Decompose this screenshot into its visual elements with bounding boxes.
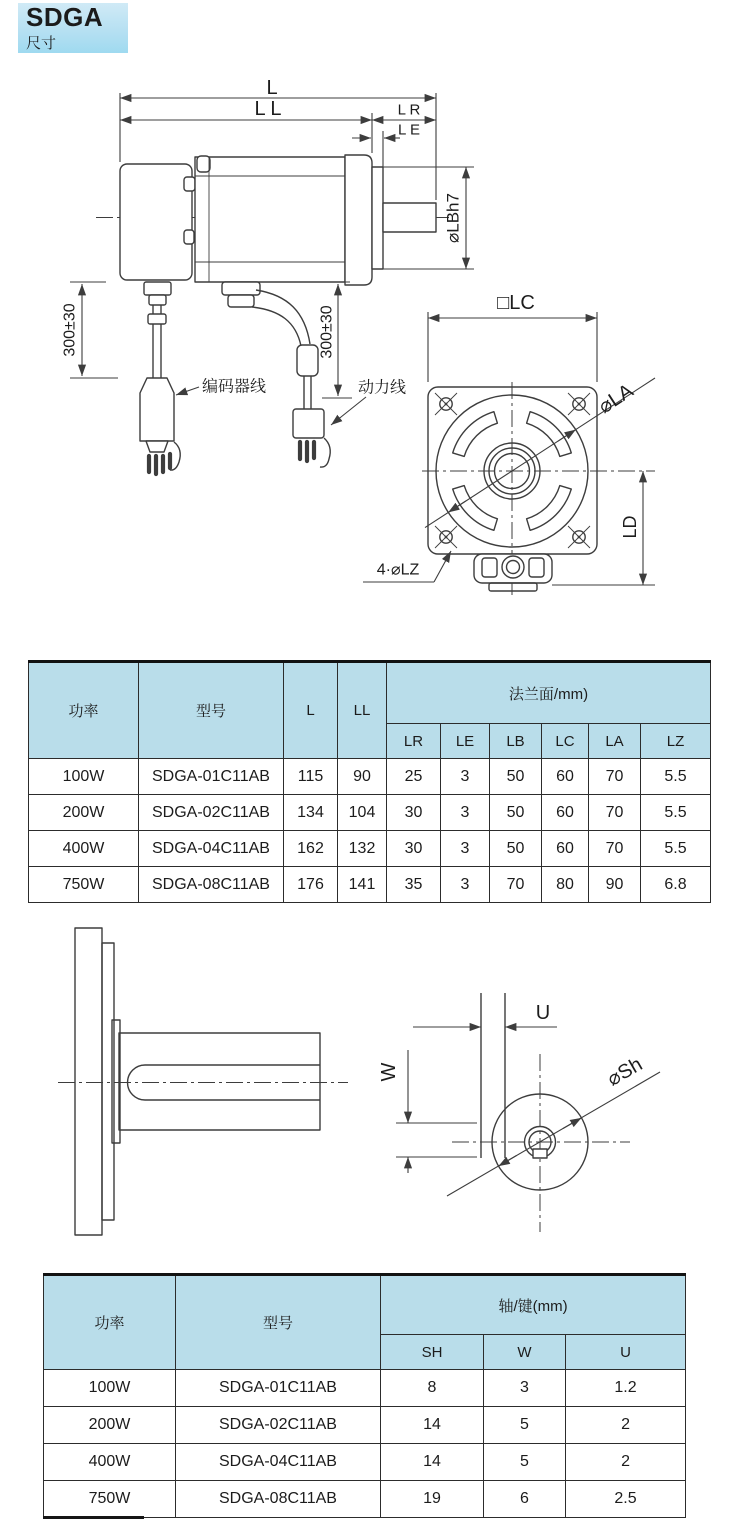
cell: SDGA-04C11AB	[139, 831, 284, 867]
cell: 132	[338, 831, 387, 867]
cell: 5.5	[641, 795, 711, 831]
cell: 70	[589, 795, 641, 831]
cell: 176	[284, 867, 338, 903]
dimension-power-cable-length	[319, 282, 353, 398]
cell: 750W	[44, 1481, 176, 1518]
front-flange	[345, 155, 372, 285]
body-notch	[197, 156, 210, 172]
cell: 6	[484, 1481, 566, 1518]
motor-side-view	[96, 155, 452, 285]
cell: 50	[490, 759, 542, 795]
dim-label-power-length: 300±30	[318, 305, 336, 359]
shaft	[383, 203, 436, 232]
col-header-SH: SH	[381, 1335, 484, 1370]
cell: 14	[381, 1444, 484, 1481]
cell: 5	[484, 1444, 566, 1481]
dimension-LZ	[363, 551, 451, 582]
cell: 19	[381, 1481, 484, 1518]
col-header-LB: LB	[490, 724, 542, 759]
table-row	[29, 867, 711, 903]
header-row	[44, 1275, 686, 1335]
cell: 70	[589, 759, 641, 795]
motor-dimension-diagram	[40, 70, 720, 610]
cell: 60	[542, 759, 589, 795]
bolt-hole	[435, 393, 457, 415]
cell: 60	[542, 795, 589, 831]
col-header-LA: LA	[589, 724, 641, 759]
cell: 400W	[44, 1444, 176, 1481]
dim-label-LA: ⌀LA	[594, 379, 638, 419]
col-header-power: 功率	[44, 1275, 176, 1370]
cell: 3	[441, 795, 490, 831]
power-connector	[293, 409, 324, 438]
encoder-connector	[140, 378, 174, 441]
cell: 750W	[29, 867, 139, 903]
housing-rib	[184, 177, 195, 191]
dim-label-L: L	[266, 77, 278, 99]
encoder-housing	[120, 164, 192, 280]
col-header-L: L	[284, 662, 338, 759]
dimension-encoder-cable-length	[62, 282, 119, 378]
scan-artifact-line	[43, 1516, 144, 1519]
flange-dimension-table	[28, 660, 711, 903]
col-group-flange: 法兰面/mm)	[387, 662, 711, 724]
encoder-cable-callout	[176, 378, 266, 396]
cell: SDGA-04C11AB	[176, 1444, 381, 1481]
bottom-connector	[474, 554, 552, 591]
cell: 200W	[44, 1407, 176, 1444]
dim-label-U: U	[535, 1002, 551, 1024]
pilot-boss	[372, 167, 383, 269]
cell: 90	[589, 867, 641, 903]
cell: SDGA-02C11AB	[139, 795, 284, 831]
dim-label-LBh7: ⌀LBh7	[443, 193, 463, 243]
cell: 50	[490, 831, 542, 867]
cell: 5.5	[641, 831, 711, 867]
shaft-end-view	[452, 993, 630, 1232]
col-header-model: 型号	[139, 662, 284, 759]
dim-label-W: W	[378, 1062, 400, 1082]
power-cable-label: 动力线	[357, 379, 407, 397]
cell: 115	[284, 759, 338, 795]
table-row	[29, 831, 711, 867]
cell: 2.5	[566, 1481, 686, 1518]
cell: SDGA-02C11AB	[176, 1407, 381, 1444]
power-cable-callout	[331, 379, 406, 426]
table-row	[29, 795, 711, 831]
cable-crimp	[297, 345, 318, 376]
cell: 80	[542, 867, 589, 903]
header-row	[29, 662, 711, 724]
bolt-hole	[435, 526, 457, 548]
bolt-hole	[568, 393, 590, 415]
dimension-U	[413, 1002, 557, 1027]
housing-rib	[184, 230, 194, 244]
power-cable	[222, 282, 330, 467]
encoder-cable	[140, 282, 180, 474]
shaft-key-table	[43, 1273, 686, 1518]
dim-label-LD: LD	[620, 515, 640, 539]
cell: 400W	[29, 831, 139, 867]
cell: SDGA-08C11AB	[139, 867, 284, 903]
bolt-hole	[568, 526, 590, 548]
col-header-LR: LR	[387, 724, 441, 759]
cell: SDGA-08C11AB	[176, 1481, 381, 1518]
cell: 50	[490, 795, 542, 831]
col-header-U: U	[566, 1335, 686, 1370]
cell: 70	[490, 867, 542, 903]
dimension-Sh	[447, 1053, 660, 1196]
page-title-block	[18, 3, 128, 53]
col-header-W: W	[484, 1335, 566, 1370]
col-header-LZ: LZ	[641, 724, 711, 759]
cell: 30	[387, 831, 441, 867]
shaft-key-diagram	[40, 915, 720, 1265]
cell: 30	[387, 795, 441, 831]
col-header-LE: LE	[441, 724, 490, 759]
col-header-model: 型号	[176, 1275, 381, 1370]
vent-slot	[527, 412, 572, 457]
dim-label-LZ: 4·⌀LZ	[376, 561, 420, 579]
table-row	[44, 1370, 686, 1407]
cell: 3	[484, 1370, 566, 1407]
cell: 100W	[29, 759, 139, 795]
cell: 3	[441, 759, 490, 795]
cell: 141	[338, 867, 387, 903]
cell: 1.2	[566, 1370, 686, 1407]
cell: 200W	[29, 795, 139, 831]
cell: 70	[589, 831, 641, 867]
table-row	[44, 1444, 686, 1481]
vent-slot	[453, 486, 498, 531]
dimension-LC	[428, 292, 597, 382]
cell: 134	[284, 795, 338, 831]
cell: 162	[284, 831, 338, 867]
cell: 5.5	[641, 759, 711, 795]
shaft-body	[119, 1033, 320, 1130]
col-group-shaft-key: 轴/键(mm)	[381, 1275, 686, 1335]
dimension-LR	[372, 102, 436, 121]
series-subtitle: 尺寸	[26, 35, 57, 53]
cell: 6.8	[641, 867, 711, 903]
encoder-cable-label: 编码器线	[201, 378, 267, 396]
motor-front-view	[422, 382, 655, 598]
flange-plate	[75, 928, 102, 1235]
dim-label-LL: L L	[254, 98, 282, 120]
cell: 104	[338, 795, 387, 831]
series-title: SDGA	[26, 2, 104, 32]
vent-slot	[527, 486, 572, 531]
cell: 3	[441, 831, 490, 867]
dim-label-Sh: ⌀Sh	[603, 1053, 647, 1091]
cell: 2	[566, 1407, 686, 1444]
bore-keyway-notch	[533, 1149, 547, 1158]
col-header-LL: LL	[338, 662, 387, 759]
dim-label-LE: L E	[398, 121, 420, 139]
dim-label-encoder-length: 300±30	[61, 303, 79, 357]
cell: 100W	[44, 1370, 176, 1407]
vent-slot	[453, 412, 498, 457]
col-header-LC: LC	[542, 724, 589, 759]
table-row	[29, 759, 711, 795]
cell: 35	[387, 867, 441, 903]
dim-label-LR: L R	[397, 101, 421, 119]
dimension-LL	[120, 98, 372, 153]
cell: 5	[484, 1407, 566, 1444]
cell: SDGA-01C11AB	[176, 1370, 381, 1407]
cell: 90	[338, 759, 387, 795]
cell: 14	[381, 1407, 484, 1444]
cell: 25	[387, 759, 441, 795]
cell: 2	[566, 1444, 686, 1481]
cell: 8	[381, 1370, 484, 1407]
table-row	[44, 1481, 686, 1518]
col-header-power: 功率	[29, 662, 139, 759]
shaft-side-view	[58, 928, 348, 1235]
cell: 3	[441, 867, 490, 903]
cell: 60	[542, 831, 589, 867]
dim-label-LC: □LC	[497, 292, 535, 314]
cell: SDGA-01C11AB	[139, 759, 284, 795]
table-row	[44, 1407, 686, 1444]
dimension-W	[378, 1050, 477, 1173]
